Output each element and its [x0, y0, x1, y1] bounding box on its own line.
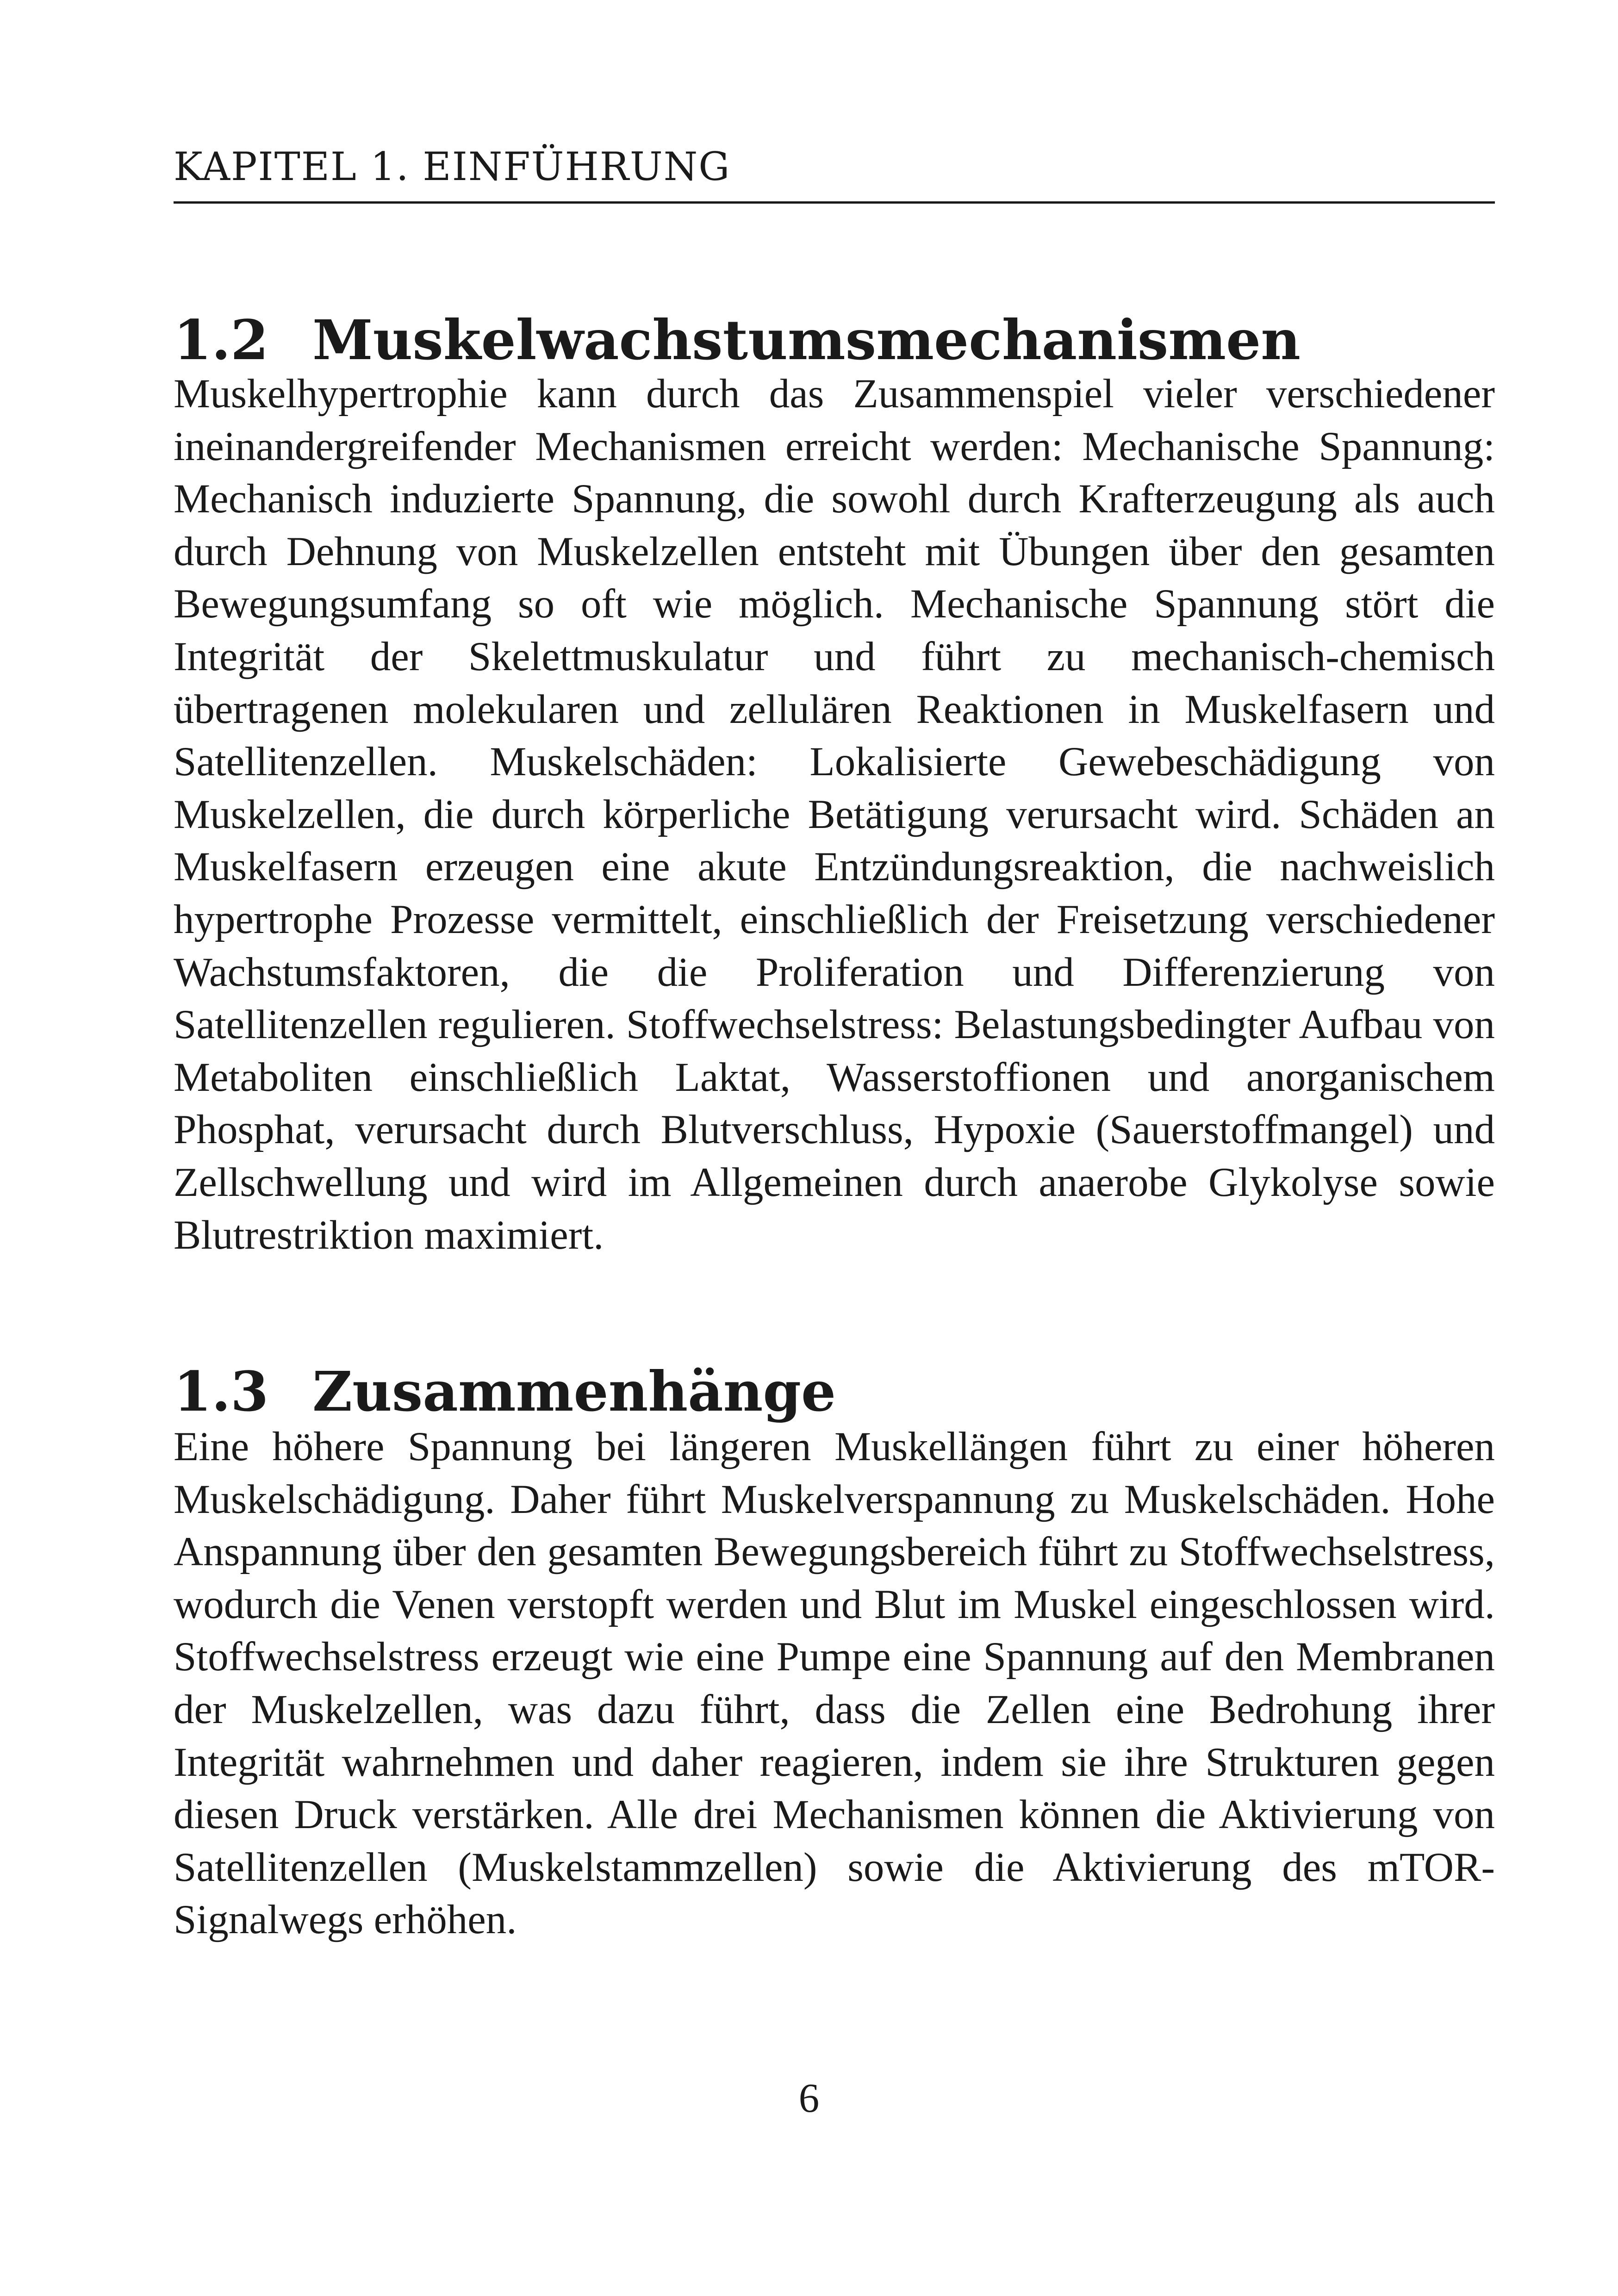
section-title: Zusammenhänge	[312, 1359, 836, 1424]
section-body-paragraph: Muskelhypertrophie kann durch das Zusammenspiel vieler verschiedener ineinandergreifender Mechanismen erreicht werden: Mechanische Spannung: Mechanisch induzierte Spannung, die sowohl durch Krafterzeugung als auch durch Dehnung von Muskelzellen entsteht mit Übungen über den gesamten Bewegungsumfang so oft wie möglich. Mechanische Spannung stört die Integrität der Skelettmuskulatur und führt zu mechanisch-chemisch übertragenen molekularen und zellulären Reaktionen in Muskelfasern und Satellitenzellen. Muskelschäden: Lokalisierte Gewebeschädigung von Muskelzellen, die durch körperliche Betätigung verursacht wird. Schäden an Muskelfasern erzeugen eine akute Entzündungsreaktion, die nachweislich hypertrophe Prozesse vermittelt, einschließlich der Freisetzung verschiedener Wachstumsfaktoren, die die Proliferation und Differenzierung von Satellitenzellen regulieren. Stoffwechselstress: Belastungsbedingter Aufbau von Metaboliten einschließlich Laktat, Wasserstoffionen und anorganischem Phosphat, verursacht durch Blutverschluss, Hypoxie (Sauerstoffmangel) und Zellschwellung und wird im Allgemeinen durch anaerobe Glykolyse sowie Blutrestriktion maximiert.	[174, 371, 1495, 1258]
section-heading-1-3	[174, 1359, 1495, 1424]
section-body-paragraph: Eine höhere Spannung bei längeren Muskellängen führt zu einer höheren Muskelschädigung. Daher führt Muskelverspannung zu Muskelschäden. Hohe Anspannung über den gesamten Bewegungsbereich führt zu Stoffwechselstress, wodurch die Venen verstopft werden und Blut im Muskel eingeschlossen wird. Stoffwechselstress erzeugt wie eine Pumpe eine Spannung auf den Membranen der Muskelzellen, was dazu führt, dass die Zellen eine Bedrohung ihrer Integrität wahrnehmen und daher reagieren, indem sie ihre Strukturen gegen diesen Druck verstärken. Alle drei Mechanismen können die Aktivierung von Satellitenzellen (Muskelstammzellen) sowie die Aktivierung des mTOR-Signalwegs erhöhen.	[174, 1424, 1495, 1943]
section-number: 1.3	[174, 1359, 269, 1424]
running-head: KAPITEL 1. EINFÜHRUNG	[174, 144, 731, 189]
section-number: 1.2	[174, 307, 269, 372]
page-number: 6	[798, 2076, 820, 2121]
header-rule	[174, 201, 1495, 204]
section-heading-1-2	[174, 307, 1495, 372]
section-title: Muskelwachstumsmechanismen	[312, 307, 1301, 372]
